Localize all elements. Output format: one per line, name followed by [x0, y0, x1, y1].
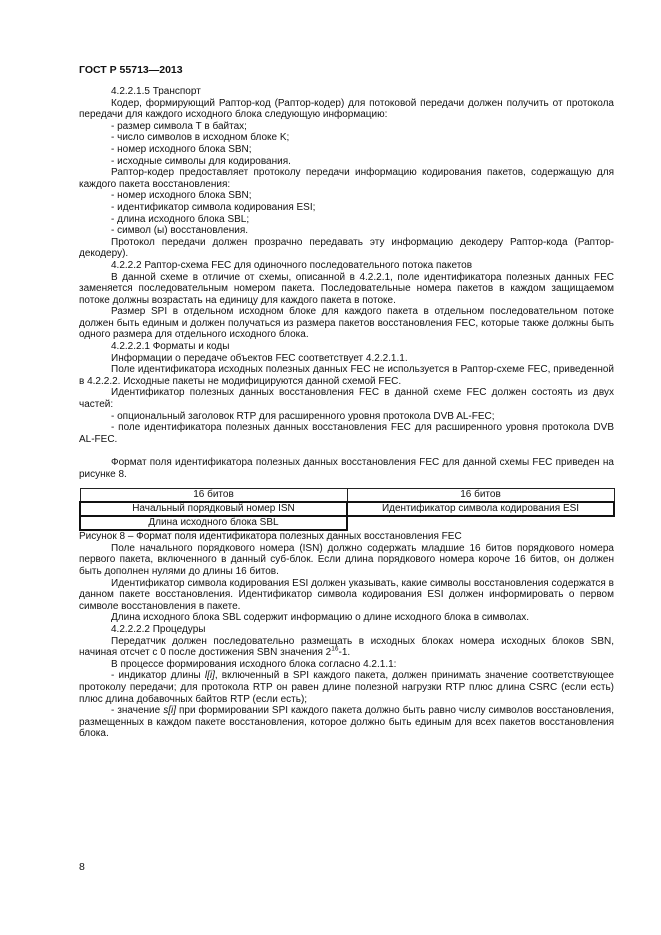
- figure-8: [79, 488, 614, 543]
- paragraph: Формат поля идентификатора полезных данных восстановления FEC для данной схемы FEC приведен на рисунке 8.: [79, 457, 614, 480]
- section-heading: 4.2.2.2 Раптор-схема FEC для одиночного последовательного потока пакетов: [111, 259, 473, 271]
- paragraph: Идентификатор символа кодирования ESI должен указывать, какие символы восстановления содержатся в данном пакете восстановления. Идентификатор символа кодирования ESI должен информировать о первом символе восстановления в пакете.: [79, 577, 614, 612]
- list-item: - поле идентификатора полезных данных восстановления FEC для расширенного уровня протокола DVB AL-FEC.: [79, 422, 614, 445]
- esi-field: Идентификатор символа кодирования ESI: [347, 502, 614, 516]
- list-item: - номер исходного блока SBN;: [111, 190, 252, 202]
- empty-cell: [347, 516, 614, 530]
- list-item: - число символов в исходном блоке K;: [111, 132, 290, 144]
- paragraph: В данной схеме в отличие от схемы, описанной в 4.2.2.1, поле идентификатора полезных данных FEC заменяется последовательным номером пакета. Последовательные номера пакетов в каждом защищаемом потоке должны возрастать на единицу для каждого пакета в потоке.: [79, 271, 614, 306]
- figure-caption: Рисунок 8 – Формат поля идентификатора полезных данных восстановления FEC: [79, 531, 462, 543]
- paragraph: Информации о передаче объектов FEC соответствует 4.2.2.1.1.: [111, 352, 408, 364]
- list-item: [79, 705, 614, 740]
- list-item: - идентификатор символа кодирования ESI;: [111, 201, 316, 213]
- page-number: 8: [79, 861, 85, 873]
- section-heading: 4.2.2.1.5 Транспорт: [111, 86, 201, 97]
- bits-header-2: 16 битов: [347, 489, 614, 503]
- paragraph: Размер SPI в отдельном исходном блоке для каждого пакета в отдельном последовательном потоке должен быть единым и должен получаться из размера пакетов восстановления FEC, которые также должны быть одного размера для отдельного исходного блока.: [79, 306, 614, 341]
- list-item: - исходные символы для кодирования.: [111, 155, 291, 167]
- paragraph: Раптор-кодер предоставляет протоколу передачи информацию кодирования пакетов, содержащую для каждого пакета восстановления:: [79, 167, 614, 190]
- text-run: при формировании SPI каждого пакета должно быть равно числу символов восстановления, размещенных в каждом пакете восстановления, которое должно быть единым для всех пакетов восстановления блока.: [79, 705, 614, 740]
- section-heading: 4.2.2.2.2 Процедуры: [111, 623, 206, 635]
- text-run: , включенный в SPI каждого пакета, должен принимать значение соответствующее протоколу передачи; для протокола RTP он равен длине полезной нагрузки RTP плюс длина CSRC (если есть) плюс длина добавочных байтов RTP (если есть);: [79, 670, 614, 705]
- list-item: - длина исходного блока SBL;: [111, 213, 250, 225]
- isn-field: Начальный порядковый номер ISN: [80, 502, 347, 516]
- text-run: - индикатор длины: [111, 670, 205, 682]
- document-header: ГОСТ Р 55713—2013: [79, 64, 183, 76]
- variable: s[i]: [163, 705, 176, 717]
- text-run: - значение: [111, 705, 164, 717]
- paragraph: Поле идентификатора исходных полезных данных FEC не используется в Раптор-схеме FEC, приведенной в 4.2.2.2. Исходные пакеты не модифицируются данной схемой FEC.: [79, 364, 614, 387]
- sbl-field: Длина исходного блока SBL: [80, 516, 347, 530]
- paragraph: Кодер, формирующий Раптор-код (Раптор-кодер) для потоковой передачи должен получить от протокола передачи для каждого исходного блока следующую информацию:: [79, 97, 614, 121]
- blank-line: [79, 445, 614, 457]
- paragraph: Поле начального порядкового номера (ISN) должно содержать младшие 16 битов порядкового номера первого пакета, включенного в данный суб-блок. Если длина порядкового номера короче 16 битов, он должен быть дополнен нулями до длины 16 битов.: [79, 542, 614, 577]
- list-item: [79, 670, 614, 705]
- variable: l[i]: [204, 670, 215, 682]
- text-run: -1.: [338, 647, 351, 659]
- paragraph: [79, 636, 614, 659]
- paragraph: Длина исходного блока SBL содержит информацию о длине исходного блока в символах.: [111, 612, 530, 624]
- paragraph: В процессе формирования исходного блока согласно 4.2.1.1:: [111, 658, 397, 670]
- list-item: - номер исходного блока SBN;: [111, 143, 252, 155]
- paragraph: Идентификатор полезных данных восстановления FEC в данной схеме FEC должен состоять из двух частей:: [79, 387, 614, 411]
- bits-header-1: 16 битов: [80, 489, 347, 503]
- paragraph: Протокол передачи должен прозрачно передавать эту информацию декодеру Раптор-кода (Раптор-декодеру).: [79, 236, 614, 260]
- list-item: - размер символа T в байтах;: [111, 120, 247, 132]
- text-run: Передатчик должен последовательно размещать в исходных блоках номера исходных блоков SBN, начиная отсчет с 0 после достижения SBN значения 2: [79, 635, 614, 659]
- list-item: - символ (ы) восстановления.: [111, 225, 249, 237]
- exponent: 16: [331, 645, 339, 653]
- document-body: [79, 86, 614, 740]
- fec-field-format-table: [79, 488, 615, 531]
- section-heading: 4.2.2.2.1 Форматы и коды: [111, 341, 230, 353]
- list-item: - опциональный заголовок RTP для расширенного уровня протокола DVB AL-FEC;: [111, 410, 495, 422]
